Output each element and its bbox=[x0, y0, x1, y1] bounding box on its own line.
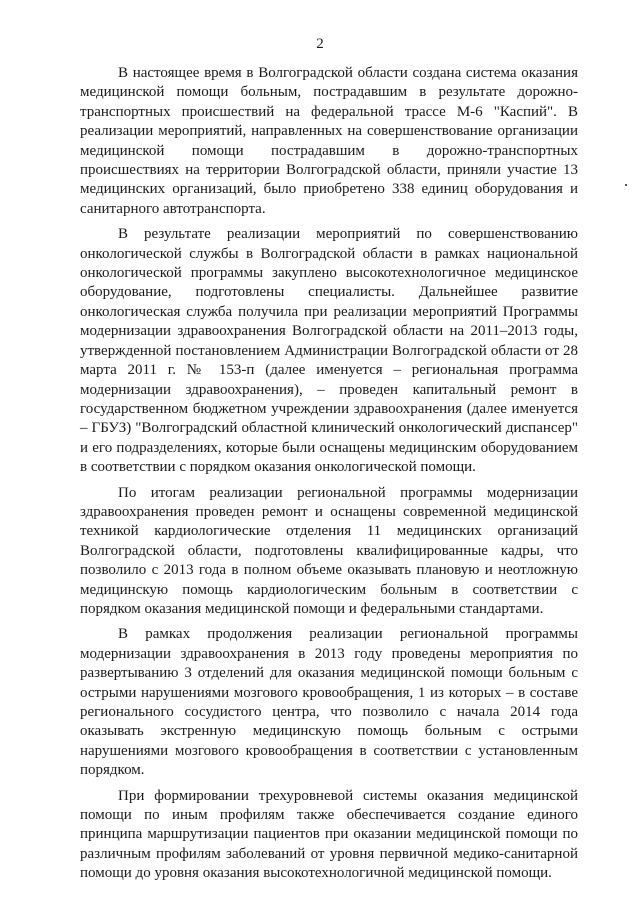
page-number: 2 bbox=[316, 36, 324, 52]
paragraph-three-level-system: При формировании трехуровневой системы оказания медицинской помощи по иным профилям также обеспечивается создание единого принципа маршрутизации пациентов при оказании медицинской помощи по различным профилям заболеваний от уровня первичной медико-санитарной помощи до уровня оказания высокотехнологичной медицинской помощи. bbox=[80, 787, 578, 882]
paragraph-cardiology-departments: По итогам реализации региональной программы модернизации здравоохранения проведен ремонт и оснащены современной медицинской техникой кардиологические отделения 11 медицинских организаций Волгоградской области, подготовлены квалифицированные кадры, что позволило с 2013 года в полном объеме оказывать плановую и неотложную медицинскую помощь кардиологическим больным в соответствии с порядком оказания медицинской помощи и федеральными стандартами. bbox=[80, 484, 578, 617]
scan-speck bbox=[625, 184, 627, 186]
document-body bbox=[80, 64, 578, 890]
paragraph-oncology-service: В результате реализации мероприятий по совершенствованию онкологической службы в Волгоградской области в рамках национальной онкологической программы закуплено высокотехнологичное медицинское оборудование, подготовлены специалисты. Дальнейшее развитие онкологическая служба получила при реализации мероприятий Программы модернизации здравоохранения Волгоградской области на 2011–2013 годы, утвержденной постановлением Администрации Волгоградской области от 28 марта 2011 г. № 153-п (далее именуется – региональная программа модернизации здравоохранения), – проведен капитальный ремонт в государственном бюджетном учреждении здравоохранения (далее именуется – ГБУЗ) "Волгоградский областной клинический онкологический диспансер" и его подразделениях, которые были оснащены медицинским оборудованием в соответствии с порядком оказания онкологической помощи. bbox=[80, 226, 578, 476]
paragraph-stroke-departments: В рамках продолжения реализации региональной программы модернизации здравоохранения в 2013 году проведены мероприятия по развертыванию 3 отделений для оказания медицинской помощи больным с острыми нарушениями мозгового кровообращения, 1 из которых – в составе регионального сосудистого центра, что позволило с начала 2014 года оказывать экстренную медицинскую помощь больным с острыми нарушениями мозгового кровообращения в соответствии с установленным порядком. bbox=[80, 626, 578, 779]
paragraph-road-accident-care: В настоящее время в Волгоградской области создана система оказания медицинской помощи больным, пострадавшим в результате дорожно-транспортных происшествий на федеральной трассе М-6 "Каспий". В реализации мероприятий, направленных на совершенствование организации медицинской помощи пострадавшим в дорожно-транспортных происшествиях на территории Волгоградской области, приняли участие 13 медицинских организаций, было приобретено 338 единиц оборудования и санитарного автотранспорта. bbox=[80, 65, 578, 217]
